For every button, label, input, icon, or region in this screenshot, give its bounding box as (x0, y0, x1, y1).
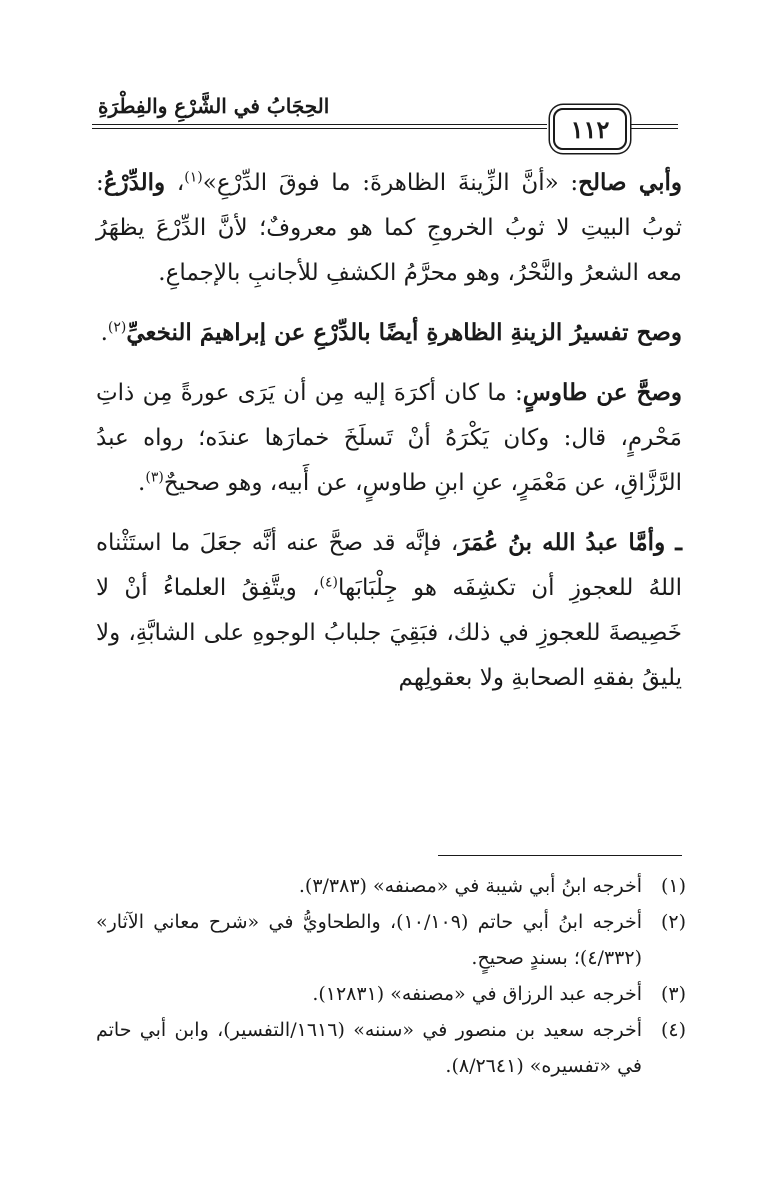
footnote-ref: (٣) (145, 469, 164, 486)
footnote-ref: (٢) (107, 319, 127, 336)
footnote (96, 976, 686, 1012)
header-rule (628, 128, 678, 129)
page-number: ١١٢ (553, 108, 627, 150)
paragraph (96, 160, 682, 296)
running-header-title: الحِجَابُ في الشَّرْعِ والفِطْرَةِ (98, 94, 330, 118)
footnote (96, 868, 686, 904)
footnote-separator (438, 855, 682, 856)
bold-text: وأبي صالح (578, 169, 682, 196)
footnote-text: أخرجه ابنُ أبي حاتم (١٠/١٠٩)، والطحاويُّ في «شرح معاني الآثار» (٤/٣٣٢)؛ بسندٍ صحيحٍ. (96, 911, 642, 969)
footnote-number: (٤) (660, 1019, 686, 1041)
paragraph (96, 370, 682, 506)
paragraph-text: ، ويتَّفِقُ العلماءُ أنْ لا خَصِيصةَ للعجوزِ في ذلك، فبَقِيَ جلبابُ الوجوهِ على الشابَّةِ، ولا يليقُ بفقهِ الصحابةِ ولا بعقولِهم (96, 575, 682, 691)
footnote-ref: (١) (184, 169, 203, 186)
paragraph (96, 520, 682, 701)
footnote-text: أخرجه عبد الرزاق في «مصنفه» (١٢٨٣١). (312, 983, 642, 1005)
main-text (96, 160, 682, 715)
paragraph-text: : «أنَّ الزِّينةَ الظاهرةَ: ما فوقَ الدِّرْعِ» (202, 170, 579, 196)
paragraph (96, 310, 682, 356)
paragraph-text: : ثوبُ البيتِ لا ثوبُ الخروجِ كما هو معروفٌ؛ لأنَّ الدِّرْعَ يظهَرُ معه الشعرُ والنَّحْرُ، وهو محرَّمُ الكشفِ للأجانبِ بالإجماعِ. (96, 170, 682, 286)
footnote-text: أخرجه سعيد بن منصور في «سننه» (١٦١٦/التفسير)، وابن أبي حاتم في «تفسيره» (٨/٢٦٤١). (96, 1019, 642, 1077)
bold-text: والدِّرْعُ (103, 169, 166, 196)
bold-text: وصحَّ عن طاوسٍ (522, 379, 682, 406)
footnote (96, 1012, 686, 1084)
footnote-text: أخرجه ابنُ أبي شيبة في «مصنفه» (٣/٣٨٣). (298, 875, 642, 897)
paragraph-text: . (138, 470, 146, 496)
header-rule (92, 124, 547, 125)
bold-text: ـ وأمَّا عبدُ الله بنُ عُمَرَ (458, 529, 682, 556)
footnote (96, 904, 686, 976)
paragraph-text: ، (165, 170, 185, 196)
header-rule (628, 124, 678, 125)
footnote-number: (٢) (660, 911, 686, 933)
footnote-number: (٣) (660, 983, 686, 1005)
footnote-ref: (٤) (319, 574, 338, 591)
footnote-number: (١) (660, 875, 686, 897)
footnotes (96, 868, 686, 1084)
paragraph-text: . (100, 320, 108, 346)
bold-text: وصح تفسيرُ الزينةِ الظاهرةِ أيضًا بالدِّرْعِ عن إبراهيمَ النخعيِّ (126, 319, 682, 346)
paragraph-text: : ما كان أكرَهَ إليه مِن أن يَرَى عورةً مِن ذاتِ مَحْرمٍ، قال: وكان يَكْرَهُ أنْ تَسلَخَ خمارَها عندَه؛ رواه عبدُ الرَّزَّاقِ، عن مَعْمَرٍ، عنِ ابنِ طاوسٍ، عن أَبيه، وهو صحيحٌ (96, 380, 682, 496)
header-rule (92, 128, 547, 129)
paragraph-text: ، فإنَّه قد صحَّ عنه أنَّه جعَلَ ما استَثْناه اللهُ للعجوزِ أن تكشِفَه هو جِلْبَابَها (96, 530, 683, 601)
